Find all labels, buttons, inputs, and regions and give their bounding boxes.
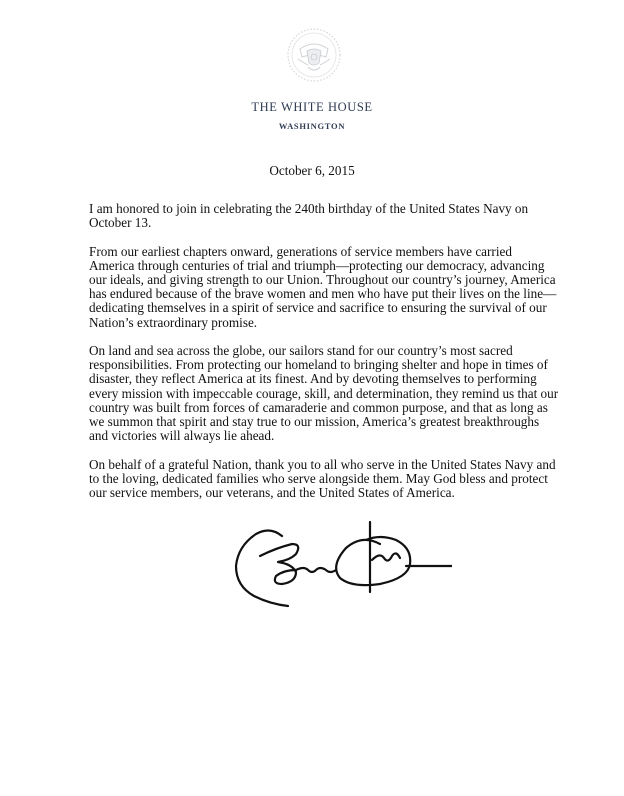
paragraph: On behalf of a grateful Nation, thank you to all who serve in the United States Navy and to the loving, dedicated families who serve alongside them. May God bless and protect our service members, our veterans, and the United States of America. [89, 456, 556, 501]
letter-date: October 6, 2015 [269, 163, 355, 178]
letterhead-title: THE WHITE HOUSE [251, 100, 373, 114]
presidential-seal-icon [286, 27, 342, 83]
paragraph: From our earliest chapters onward, generations of service members have carried America through centuries of trial and triumph—protecting our democracy, advancing our ideals, and giving strength to our Union. Throughout our country’s journey, America has endured because of the brave women and men who have put their lives on the line—dedicating themselves in a spirit of service and sacrifice to ensuring the survival of our Nation’s extraordinary promise. [89, 243, 557, 330]
paragraph: I am honored to join in celebrating the 240th birthday of the United States Navy on October 13. [89, 201, 529, 231]
letterhead-subtitle: WASHINGTON [278, 121, 346, 131]
letter-body [89, 202, 559, 514]
handwritten-signature-icon [230, 514, 452, 610]
paragraph: On land and sea across the globe, our sailors stand for our country’s most sacred responsibilities. From protecting our homeland to bringing shelter and hope in times of disaster, they reflect America at its finest. And by devoting themselves to performing every mission with impeccable courage, skill, and determination, they remind us that our country was built from forces of camaraderie and common purpose, and that as long as we summon that spirit and stay true to our mission, America’s greatest breakthroughs and victories will always lie ahead. [89, 343, 559, 444]
